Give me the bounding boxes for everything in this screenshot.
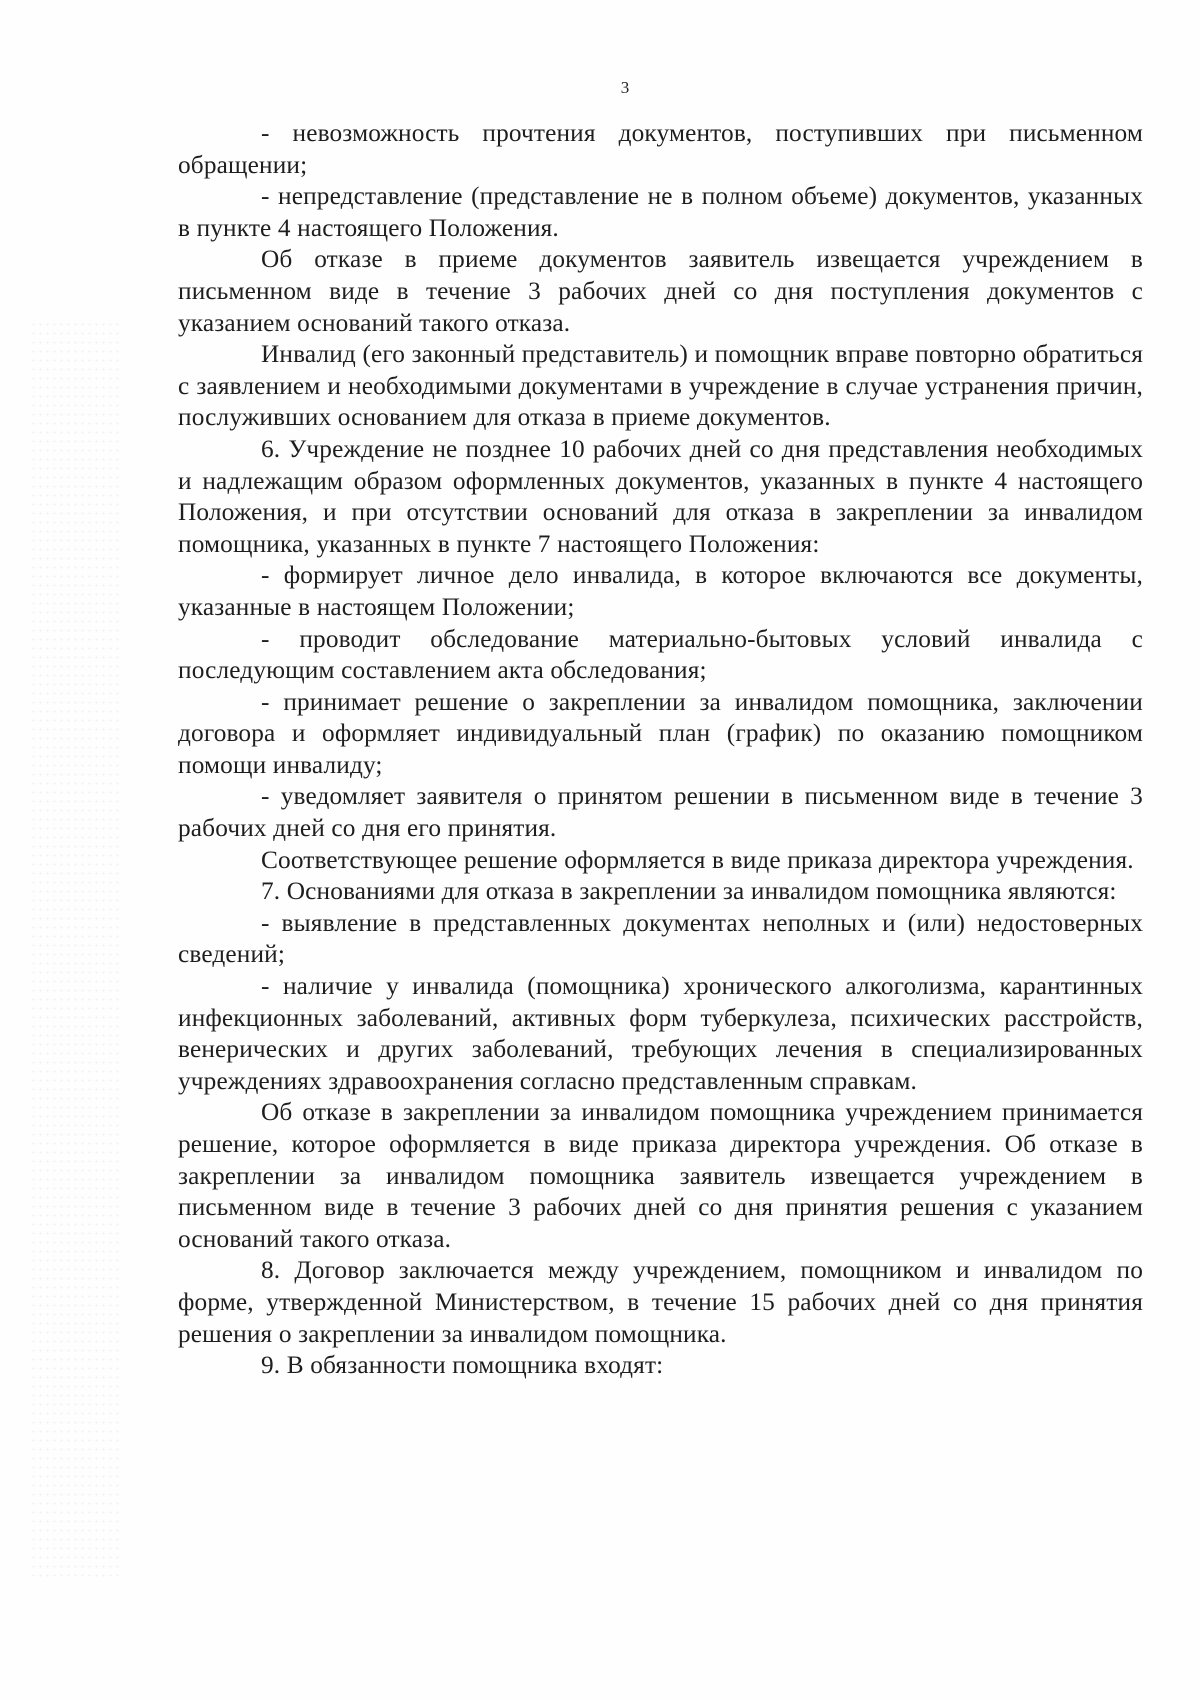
paragraph: - непредставление (представление не в полном объеме) документов, указанных в пункте 4 настоящего Положения. [178,182,1143,242]
paragraph: 9. В обязанности помощника входят: [261,1351,664,1380]
paragraph: - формирует личное дело инвалида, в которое включаются все документы, указанные в настоящем Положении; [178,561,1143,621]
paragraph: Об отказе в приеме документов заявитель извещается учреждением в письменном виде в течение 3 рабочих дней со дня поступления документов с указанием оснований такого отказа. [178,245,1143,337]
paragraph: 8. Договор заключается между учреждением, помощником и инвалидом по форме, утвержденной Министерством, в течение 15 рабочих дней со дня принятия решения о закреплении за инвалидом помощника. [178,1256,1143,1348]
scan-noise [30,320,120,1580]
paragraph: - проводит обследование материально-бытовых условий инвалида с последующим составлением акта обследования; [178,624,1143,685]
paragraph: - уведомляет заявителя о принятом решении в письменном виде в течение 3 рабочих дней со дня его принятия. [178,782,1143,843]
paragraph: Инвалид (его законный представитель) и помощник вправе повторно обратиться с заявлением и необходимыми документами в учреждение в случае устранения причин, послуживших основанием для отказа в приеме документов. [178,340,1143,432]
paragraph: - выявление в представленных документах неполных и (или) недостоверных сведений; [178,908,1143,969]
paragraph: 6. Учреждение не позднее 10 рабочих дней со дня представления необходимых и надлежащим образом оформленных документов, указанных в пункте 4 настоящего Положения, и при отсутствии оснований для отказа в закреплении за инвалидом помощника, указанных в пункте 7 настоящего Положения: [178,434,1143,558]
document-body [178,118,1143,1382]
paragraph: - принимает решение о закреплении за инвалидом помощника, заключении договора и оформляет индивидуальный план (график) по оказанию помощником помощи инвалиду; [178,687,1143,779]
paragraph: - невозможность прочтения документов, поступивших при письменном обращении; [178,119,1143,179]
paragraph: 7. Основаниями для отказа в закреплении за инвалидом помощника являются: [261,877,1117,906]
paragraph: Соответствующее решение оформляется в виде приказа директора учреждения. [261,845,1134,874]
page-number: 3 [620,78,630,97]
paragraph: - наличие у инвалида (помощника) хронического алкоголизма, карантинных инфекционных заболеваний, активных форм туберкулеза, психических расстройств, венерических и других заболеваний, требующих лечения в специализированных учреждениях здравоохранения согласно представленным справкам. [178,972,1143,1095]
paragraph: Об отказе в закреплении за инвалидом помощника учреждением принимается решение, которое оформляется в виде приказа директора учреждения. Об отказе в закреплении за инвалидом помощника заявитель извещается учреждением в письменном виде в течение 3 рабочих дней со дня принятия решения с указанием оснований такого отказа. [178,1098,1143,1253]
